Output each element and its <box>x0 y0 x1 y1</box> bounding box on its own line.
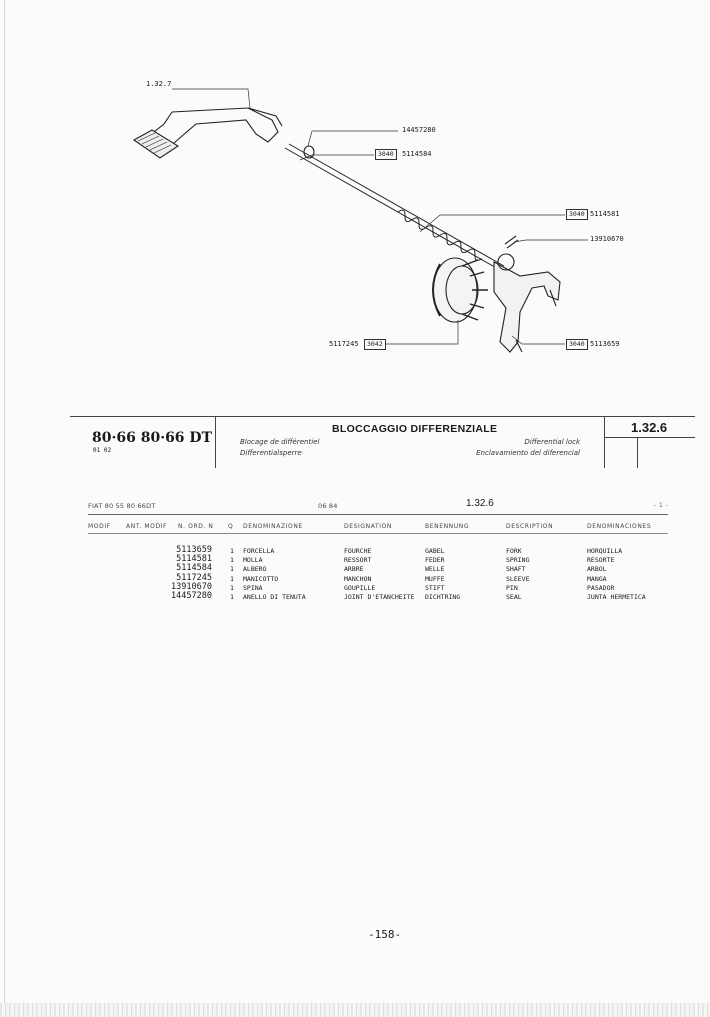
part-it-cell: FORCELLA <box>243 547 275 555</box>
callout-shaft: 5114584 <box>402 150 432 158</box>
list-header-section: 1.32.6 <box>466 498 494 509</box>
part-number-cell: 5114584 <box>176 563 212 574</box>
title-block-top-rule <box>70 416 695 417</box>
part-de-cell: DICHTRING <box>425 593 461 601</box>
title-block-divider-left <box>215 416 216 468</box>
part-qty-cell: 1 <box>230 583 234 592</box>
box-code-spring: 3040 <box>566 209 588 220</box>
part-en-cell: SPRING <box>506 556 530 565</box>
part-it-cell: ALBERO <box>243 565 267 574</box>
scan-edge-strip <box>0 1003 710 1017</box>
model-designation: 80·66 80·66 DT <box>92 430 212 446</box>
part-number-cell: 14457280 <box>171 591 212 601</box>
part-en-cell: FORK <box>506 547 522 555</box>
part-number-cell: 5113659 <box>176 545 212 555</box>
callout-seal: 14457280 <box>402 126 436 134</box>
shaft <box>285 144 504 270</box>
title-spanish: Enclavamiento del diferencial <box>476 449 580 457</box>
part-number-cell: 5114581 <box>176 554 212 565</box>
title-block-divider-right <box>604 416 605 468</box>
model-sub-code: 01 02 <box>93 447 112 454</box>
part-fr-cell: FOURCHE <box>344 547 372 555</box>
part-es-cell: HORQUILLA <box>587 547 623 555</box>
part-fr-cell: MANCHON <box>344 574 372 583</box>
title-block-section-divider <box>637 437 638 468</box>
col-german: BENENNUNG <box>425 523 470 530</box>
col-modif: MODIF <box>88 523 111 530</box>
col-french: DESIGNATION <box>344 523 393 530</box>
pedal-lever <box>166 108 278 150</box>
part-es-cell: MANGA <box>587 574 607 583</box>
col-order-number: N. ORD. N <box>178 523 214 530</box>
col-qty: Q <box>228 523 234 530</box>
list-rule-under-header <box>88 533 668 534</box>
list-header-date: 06 84 <box>318 502 338 510</box>
part-es-cell: JUNTA HERMETICA <box>587 593 646 601</box>
part-qty-cell: 1 <box>230 565 234 574</box>
part-fr-cell: JOINT D'ETANCHEITE <box>344 593 415 601</box>
part-it-cell: ANELLO DI TENUTA <box>243 593 306 601</box>
part-qty-cell: 1 <box>230 593 234 601</box>
sleeve <box>433 258 477 322</box>
spring-coils <box>396 209 484 263</box>
part-es-cell: PASADOR <box>587 583 615 592</box>
title-french: Blocage de différentiel <box>240 438 320 446</box>
part-fr-cell: ARBRE <box>344 565 364 574</box>
part-en-cell: SEAL <box>506 593 522 601</box>
exploded-diagram <box>0 0 710 410</box>
callout-assembly-ref: 1.32.7 <box>146 80 172 88</box>
title-block-section-rule <box>604 437 695 438</box>
part-de-cell: GABEL <box>425 547 445 555</box>
page-number: -158- <box>368 928 402 941</box>
col-spanish: DENOMINACIONES <box>587 523 652 530</box>
part-it-cell: MOLLA <box>243 556 263 565</box>
callout-fork: 5113659 <box>590 340 620 348</box>
title-english: Differential lock <box>524 438 580 446</box>
part-fr-cell: GOUPILLE <box>344 583 376 592</box>
part-de-cell: MUFFE <box>425 574 445 583</box>
list-header-model: FIAT 80 55 80 66DT <box>88 502 156 510</box>
part-qty-cell: 1 <box>230 547 234 555</box>
part-es-cell: RESORTE <box>587 556 615 565</box>
fork <box>494 262 560 352</box>
part-qty-cell: 1 <box>230 574 234 583</box>
part-number-cell: 5117245 <box>176 572 212 583</box>
callout-pin: 13910670 <box>590 235 624 243</box>
part-de-cell: WELLE <box>425 565 445 574</box>
part-es-cell: ARBOL <box>587 565 607 574</box>
box-code-sleeve: 3042 <box>364 339 386 350</box>
callout-sleeve: 5117245 <box>329 340 359 348</box>
part-it-cell: SPINA <box>243 583 263 592</box>
box-code-shaft: 3040 <box>375 149 397 160</box>
part-en-cell: PIN <box>506 583 518 592</box>
page-title: BLOCCAGGIO DIFFERENZIALE <box>332 423 498 435</box>
list-rule-top <box>88 514 668 515</box>
title-german: Differentialsperre <box>240 449 302 457</box>
part-qty-cell: 1 <box>230 556 234 565</box>
part-de-cell: STIFT <box>425 583 445 592</box>
part-de-cell: FEDER <box>425 556 445 565</box>
col-ant-modif: ANT. MODIF <box>126 523 168 530</box>
col-italian: DENOMINAZIONE <box>243 523 303 530</box>
callout-spring: 5114581 <box>590 210 620 218</box>
col-english: DESCRIPTION <box>506 523 554 530</box>
part-it-cell: MANICOTTO <box>243 574 279 583</box>
box-code-fork: 3040 <box>566 339 588 350</box>
part-en-cell: SLEEVE <box>506 574 530 583</box>
part-number-cell: 13910670 <box>171 581 212 592</box>
pedal-pad <box>134 130 178 158</box>
part-en-cell: SHAFT <box>506 565 526 574</box>
section-number: 1.32.6 <box>631 420 668 435</box>
list-header-page-marker: - 1 - <box>654 501 668 509</box>
part-fr-cell: RESSORT <box>344 556 372 565</box>
